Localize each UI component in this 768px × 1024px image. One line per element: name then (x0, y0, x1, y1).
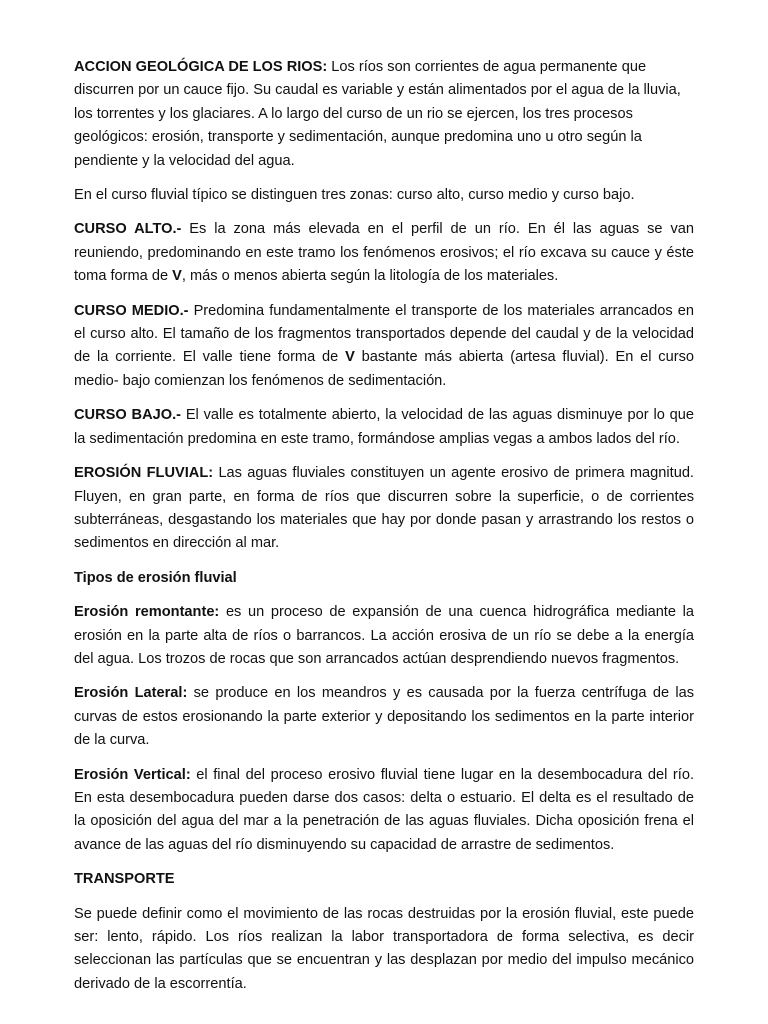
paragraph-erosion-fluvial (74, 462, 694, 556)
text-run: El valle es totalmente abierto, la velocidad de las aguas disminuye por lo que la sedimentación predomina en este tramo, formándose amplias vegas a ambos lados del río. (74, 407, 694, 447)
text-run: Los ríos son corrientes de agua permanente que discurren por un cauce fijo. Su caudal es variable y están alimentados por el agua de la lluvia, los torrentes y los glaciares. A lo largo del curso de un rio se ejercen, los tres procesos geológicos: erosión, transporte y sedimentación, aunque predomina uno u otro según la pendiente y la velocidad del agua. (74, 59, 681, 169)
text-run: En el curso fluvial típico se distinguen tres zonas: curso alto, curso medio y curso bajo. (74, 187, 635, 204)
paragraph-erosion-remontante (74, 601, 694, 671)
text-run: el final del proceso erosivo fluvial tiene lugar en la desembocadura del río. En esta desembocadura pueden darse dos casos: delta o estuario. El delta es el resultado de la oposición del agua del mar a la penetración de las aguas fluviales. Dicha oposición frena el avance de las aguas del río disminuyendo su capacidad de arrastre de sedimentos. (74, 766, 695, 853)
heading-erosion-remontante: Erosión remontante: (74, 604, 220, 621)
paragraph-transporte-heading (74, 868, 694, 891)
text-run: bastante más abierta (artesa fluvial). En el curso medio- bajo comienzan los fenómenos de sedimentación. (74, 349, 694, 389)
heading-erosion-fluvial: EROSIÓN FLUVIAL: (74, 465, 214, 482)
paragraph-erosion-lateral (74, 682, 694, 752)
paragraph-tipos-erosion (74, 567, 694, 590)
document-page (74, 56, 694, 1007)
heading-erosion-vertical: Erosión Vertical: (74, 766, 191, 783)
paragraph-erosion-vertical (74, 764, 694, 858)
heading-accion-geologica: ACCION GEOLÓGICA DE LOS RIOS: (74, 59, 328, 75)
text-run: Se puede definir como el movimiento de las rocas destruidas por la erosión fluvial, este puede ser: lento, rápido. Los ríos realizan la labor transportadora de forma selectiva, es decir seleccionan las partículas que se encuentran y las desplazan por medio del impulso mecánico derivado de la escorrentía. (74, 905, 694, 992)
bold-letter: V (345, 349, 355, 366)
text-run: Es la zona más elevada en el perfil de un río. En él las aguas se van reuniendo, predominando en este tramo los fenómenos erosivos; el río excava su cauce y éste toma forma de (74, 221, 694, 285)
bold-letter: V (172, 268, 182, 285)
text-run: se produce en los meandros y es causada por la fuerza centrífuga de las curvas de estos erosionando la parte exterior y depositando los sedimentos en la parte interior de la curva. (74, 685, 694, 749)
heading-curso-medio: CURSO MEDIO.- (74, 302, 189, 319)
paragraph-curso-medio (74, 300, 694, 394)
text-run: Predomina fundamentalmente el transporte de los materiales arrancados en el curso alto. El tamaño de los fragmentos transportados depende del caudal y de la velocidad de la corriente. El valle tiene forma de (74, 302, 694, 366)
paragraph-zonas (74, 184, 694, 207)
text-run: es un proceso de expansión de una cuenca hidrográfica mediante la erosión en la parte alta de ríos o barrancos. La acción erosiva de un río se debe a la energía del agua. Los trozos de rocas que son arrancados actúan desprendiendo nuevos fragmentos. (74, 604, 694, 667)
heading-transporte: TRANSPORTE (74, 871, 175, 888)
paragraph-curso-bajo (74, 404, 694, 451)
text-run: Las aguas fluviales constituyen un agente erosivo de primera magnitud. Fluyen, en gran parte, en forma de ríos que discurren sobre la superficie, o de corrientes subterráneas, desgastando los materiales que hay por donde pasan y arrastrando los restos o sedimentos en dirección al mar. (74, 465, 694, 552)
heading-tipos-erosion: Tipos de erosión fluvial (74, 569, 237, 586)
paragraph-curso-alto (74, 218, 694, 288)
heading-erosion-lateral: Erosión Lateral: (74, 685, 188, 702)
heading-curso-alto: CURSO ALTO.- (74, 221, 182, 238)
paragraph-transporte (74, 903, 694, 997)
heading-curso-bajo: CURSO BAJO.- (74, 407, 181, 424)
text-run: , más o menos abierta según la litología de los materiales. (181, 268, 559, 285)
paragraph-accion-geologica (74, 56, 694, 173)
